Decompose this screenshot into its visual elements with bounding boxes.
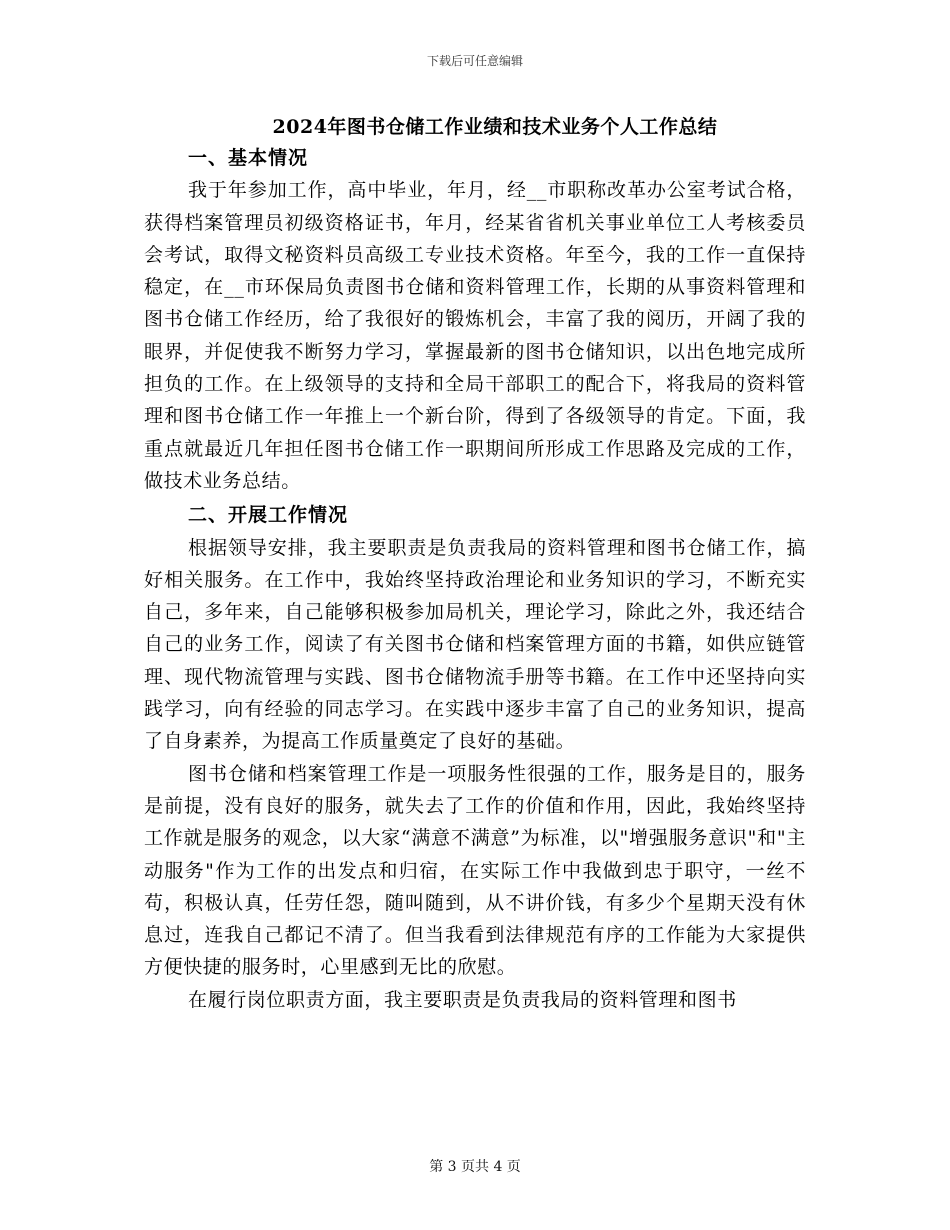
section-heading-work-situation: 二、开展工作情况 (188, 504, 349, 527)
paragraph: 我于年参加工作，高中毕业，年月，经__市职称改革办公室考试合格，获得档案管理员初级资格证书，年月，经某省省机关事业单位工人考核委员会考试，取得文秘资料员高级工专业技术资格。年至今，我的工作一直保持稳定，在__市环保局负责图书仓储和资料管理工作，长期的从事资料管理和图书仓储工作经历，给了我很好的锻炼机会，丰富了我的阅历，开阔了我的眼界，并促使我不断努力学习，掌握最新的图书仓储知识，以出色地完成所担负的工作。在上级领导的支持和全局干部职工的配合下，将我局的资料管理和图书仓储工作一年推上一个新台阶，得到了各级领导的肯定。下面，我重点就最近几年担任图书仓储工作一职期间所形成工作思路及完成的工作，做技术业务总结。 (144, 179, 806, 492)
paragraph: 在履行岗位职责方面，我主要职责是负责我局的资料管理和图书 (188, 988, 737, 1011)
header-note: 下载后可任意编辑 (426, 54, 523, 68)
section-heading-basic-situation: 一、基本情况 (188, 147, 309, 169)
document-body (144, 142, 806, 1016)
document-title: 2024年图书仓储工作业绩和技术业务个人工作总结 (272, 116, 718, 138)
paragraph: 图书仓储和档案管理工作是一项服务性很强的工作，服务是目的，服务是前提，没有良好的服务，就失去了工作的价值和作用，因此，我始终坚持工作就是服务的观念，以大家“满意不满意”为标准，以"增强服务意识"和"主动服务"作为工作的出发点和归宿，在实际工作中我做到忠于职守，一丝不苟，积极认真，任劳任怨，随叫随到，从不讲价钱，有多少个星期天没有休息过，连我自己都记不清了。但当我看到法律规范有序的工作能为大家提供方便快捷的服务时，心里感到无比的欣慰。 (144, 762, 806, 979)
page-number: 第 3 页共 4 页 (429, 1159, 521, 1175)
paragraph: 根据领导安排，我主要职责是负责我局的资料管理和图书仓储工作，搞好相关服务。在工作中，我始终坚持政治理论和业务知识的学习，不断充实自己，多年来，自己能够积极参加局机关，理论学习，除此之外，我还结合自己的业务工作，阅读了有关图书仓储和档案管理方面的书籍，如供应链管理、现代物流管理与实践、图书仓储物流手册等书籍。在工作中还坚持向实践学习，向有经验的同志学习。在实践中逐步丰富了自己的业务知识，提高了自身素养，为提高工作质量奠定了良好的基础。 (144, 536, 806, 753)
